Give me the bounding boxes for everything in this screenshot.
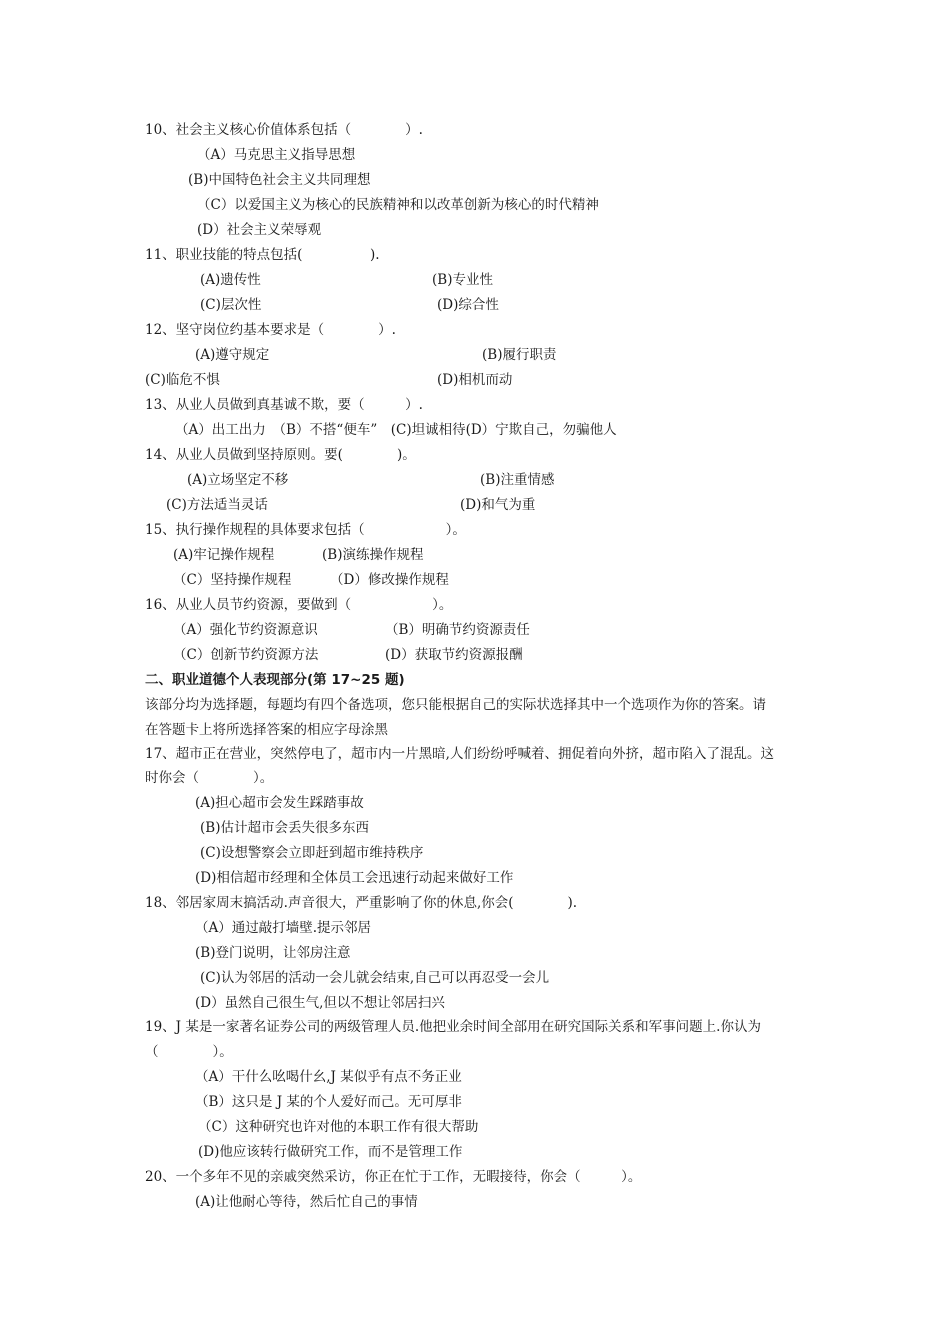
question-12-option-d: (D)相机而动 — [437, 372, 513, 388]
question-10-stem: 10、社会主义核心价值体系包括（ ）. — [145, 122, 423, 138]
question-19-option-b: （B）这只是 J 某的个人爱好而己。无可厚非 — [195, 1094, 462, 1110]
question-18-option-d: (D）虽然自己很生气,但以不想让邻居扫兴 — [195, 995, 445, 1011]
question-17-stem-line-1: 17、超市正在营业，突然停电了，超市内一片黑暗,人们纷纷呼喊着、拥促着向外挤，超市陷入了混乱。这 — [145, 746, 774, 762]
question-19-option-c: （C）这种研究也许对他的本职工作有很大帮助 — [198, 1119, 479, 1135]
question-14-option-a: (A)立场坚定不移 — [187, 472, 289, 488]
section-2-intro-line-1: 该部分均为选择题，每题均有四个备选项，您只能根据自己的实际状选择其中一个选项作为你的答案。请 — [145, 697, 766, 713]
question-19-option-a: （A）干什么吆喝什幺,J 某似乎有点不务正业 — [195, 1069, 462, 1085]
question-12-option-b: (B)履行职责 — [482, 347, 557, 363]
question-15-option-a: (A)牢记操作规程 — [173, 547, 275, 563]
question-18-option-a: （A）通过敲打墙壁.提示邻居 — [195, 920, 372, 936]
question-11-option-b: (B)专业性 — [432, 272, 493, 288]
question-20-option-a: (A)让他耐心等待，然后忙自己的事情 — [195, 1194, 418, 1210]
question-18-option-c: (C)认为邻居的活动一会儿就会结束,自己可以再忍受一会儿 — [200, 970, 550, 986]
question-20-stem: 20、一个多年不见的亲戚突然采访，你正在忙于工作，无暇接待，你会（ ）。 — [145, 1169, 642, 1185]
question-11-option-c: (C)层次性 — [200, 297, 262, 313]
question-10-option-a: （A）马克思主义指导思想 — [197, 147, 356, 163]
question-16-option-d: (D）获取节约资源报酬 — [385, 647, 523, 663]
question-13-stem: 13、从业人员做到真基诚不欺，要（ ）. — [145, 397, 423, 413]
question-12-option-a: (A)遵守规定 — [195, 347, 270, 363]
question-14-option-d: (D)和气为重 — [460, 497, 536, 513]
question-16-option-c: （C）创新节约资源方法 — [173, 647, 319, 663]
question-14-stem: 14、从业人员做到坚持原则。要( )。 — [145, 447, 416, 463]
question-13-options: （A）出工出力 （B）不搭“便车” (C)坦诚相待(D）宁欺自己，勿骗他人 — [175, 422, 617, 438]
section-2-heading: 二、职业道德个人表现部分(第 17~25 题) — [145, 672, 405, 688]
question-14-option-c: (C)方法适当灵话 — [166, 497, 268, 513]
question-17-option-c: (C)设想警察会立即赶到超市维持秩序 — [200, 845, 424, 861]
question-15-stem: 15、执行操作规程的具体要求包括（ ）。 — [145, 522, 466, 538]
question-19-stem-line-2: （ ）。 — [145, 1044, 233, 1060]
question-12-stem: 12、坚守岗位约基本要求是（ ）. — [145, 322, 396, 338]
question-10-option-b: (B)中国特色社会主义共同理想 — [188, 172, 371, 188]
question-10-option-d: (D）社会主义荣辱观 — [197, 222, 322, 238]
question-17-option-b: (B)估计超市会丢失很多东西 — [200, 820, 369, 836]
question-11-option-a: (A)遗传性 — [200, 272, 261, 288]
question-19-stem-line-1: 19、J 某是一家著名证券公司的两级管理人员.他把业余时间全部用在研究国际关系和军事问题上.你认为 — [145, 1019, 761, 1035]
question-11-option-d: (D)综合性 — [437, 297, 499, 313]
question-18-stem: 18、邻居家周末搞活动.声音很大，严重影响了你的休息,你会( ). — [145, 895, 578, 911]
question-10-option-c: （C）以爱国主义为核心的民族精神和以改革创新为核心的时代精神 — [197, 197, 599, 213]
question-15-option-c: （C）坚持操作规程 — [173, 572, 292, 588]
question-11-stem: 11、职业技能的特点包括( ). — [145, 247, 380, 263]
question-19-option-d: (D)他应该转行做研究工作，而不是管理工作 — [198, 1144, 463, 1160]
question-16-option-b: （B）明确节约资源责任 — [385, 622, 530, 638]
question-16-stem: 16、从业人员节约资源，要做到（ ）。 — [145, 597, 453, 613]
question-18-option-b: (B)登门说明，让邻房注意 — [195, 945, 351, 961]
question-15-option-d: （D）修改操作规程 — [330, 572, 449, 588]
section-2-intro-line-2: 在答题卡上将所选择答案的相应字母涂黑 — [145, 722, 388, 738]
question-17-option-a: (A)担心超市会发生踩踏事故 — [195, 795, 364, 811]
question-17-option-d: (D)相信超市经理和全体员工会迅速行动起来做好工作 — [195, 870, 514, 886]
question-14-option-b: (B)注重情感 — [480, 472, 555, 488]
question-12-option-c: (C)临危不惧 — [145, 372, 220, 388]
question-15-option-b: (B)演练操作规程 — [322, 547, 424, 563]
question-17-stem-line-2: 时你会（ ）。 — [145, 770, 274, 786]
question-16-option-a: （A）强化节约资源意识 — [173, 622, 318, 638]
